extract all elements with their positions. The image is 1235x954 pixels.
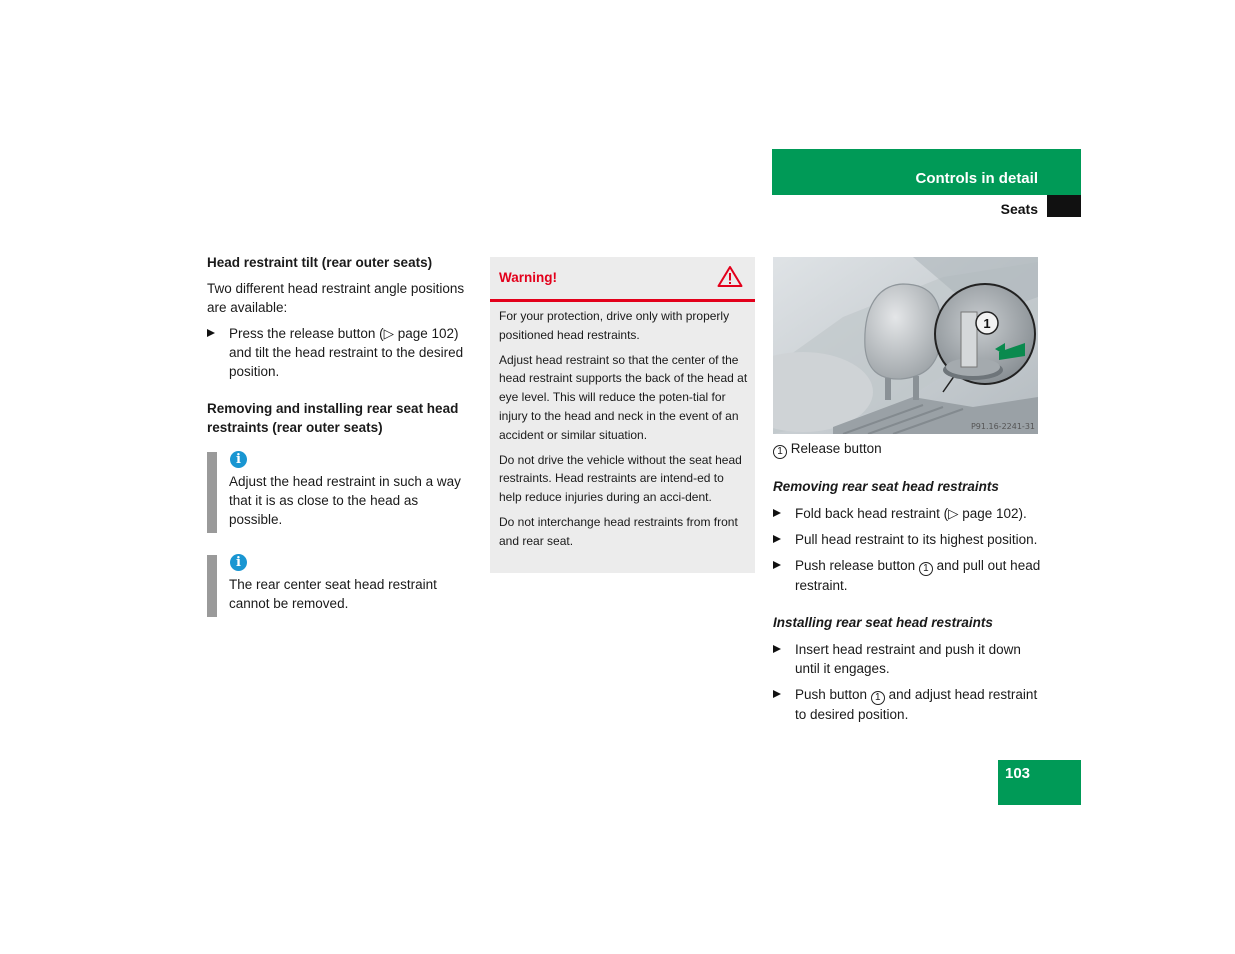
bullet-arrow-icon: [773, 561, 781, 569]
illustration-art: [773, 257, 1038, 434]
figure-caption: [773, 439, 1043, 459]
warning-paragraph: Do not interchange head restraints from front and rear seat.: [499, 514, 738, 548]
warning-paragraph: Do not drive the vehicle without the seat head restraints. Head restraints are intend-ed to help reduce injuries during an acci-dent.: [499, 452, 742, 505]
right-column: [773, 439, 1043, 724]
heading-removing-installing: Removing and installing rear seat head restraints (rear outer seats): [207, 401, 459, 435]
bullet-arrow-icon: [773, 645, 781, 653]
warning-label: Warning!: [499, 270, 557, 285]
info-text-1: Adjust the head restraint in such a way that it is as close to the head as possible.: [229, 474, 461, 527]
callout-marker: 1: [773, 445, 787, 459]
left-column: [207, 253, 472, 437]
info-bar: [207, 452, 217, 533]
bullet-text: Pull head restraint to its highest position.: [795, 532, 1038, 547]
warning-header: [490, 257, 755, 302]
bullet-text: Press the release button (▷ page 102) and tilt the head restraint to the desired position.: [229, 326, 464, 379]
callout-marker: 1: [871, 691, 885, 705]
bullet-arrow-icon: [773, 690, 781, 698]
subsection-title: Seats: [1000, 201, 1038, 217]
bullet-text-end: and pull out head restraint.: [795, 558, 1041, 593]
warning-box: [490, 257, 755, 573]
bullet-insert: [773, 640, 1043, 678]
bullet-arrow-icon: [773, 509, 781, 517]
intro-text: Two different head restraint angle positions are available:: [207, 281, 465, 315]
bullet-tilt: [207, 324, 472, 381]
subheading-removing: Removing rear seat head restraints: [773, 479, 999, 494]
callout-number: 1: [983, 316, 991, 331]
heading-tilt: Head restraint tilt (rear outer seats): [207, 255, 433, 270]
bullet-text-end: and adjust head restraint to desired position.: [795, 687, 1038, 722]
bullet-text-start: Push release button: [795, 558, 916, 573]
bullet-fold-back: [773, 504, 1043, 523]
subheading-installing: Installing rear seat head restraints: [773, 615, 993, 630]
info-text-2: The rear center seat head restraint cannot be removed.: [229, 577, 437, 611]
bullet-pull: [773, 530, 1043, 549]
bullet-text-start: Push button: [795, 687, 868, 702]
warning-paragraph: For your protection, drive only with properly positioned head restraints.: [499, 309, 730, 342]
section-title: Controls in detail: [915, 170, 1038, 187]
bullet-push-adjust: [773, 685, 1043, 724]
bullet-arrow-icon: [207, 329, 215, 337]
head-restraint-illustration: [773, 257, 1038, 434]
figure-code: P91.16-2241-31: [970, 422, 1035, 431]
page-number: 103: [1005, 765, 1031, 782]
info-bar: [207, 555, 217, 617]
bullet-push-release: [773, 556, 1043, 595]
subsection-marker: [1047, 195, 1081, 217]
callout-marker: 1: [919, 562, 933, 576]
bullet-text: Fold back head restraint (▷ page 102).: [795, 506, 1027, 521]
info-icon: i: [230, 554, 247, 571]
info-icon: i: [230, 451, 247, 468]
warning-paragraph: Adjust head restraint so that the center of the head restraint supports the back of the head at eye level. This will reduce the poten-tial for injury to the head and neck in the event of an accident or similar situation.: [499, 352, 748, 442]
bullet-text: Insert head restraint and push it down until it engages.: [795, 642, 1021, 676]
bullet-arrow-icon: [773, 535, 781, 543]
caption-text: Release button: [790, 441, 882, 456]
warning-triangle-icon: [717, 265, 743, 288]
warning-body: [499, 307, 749, 557]
